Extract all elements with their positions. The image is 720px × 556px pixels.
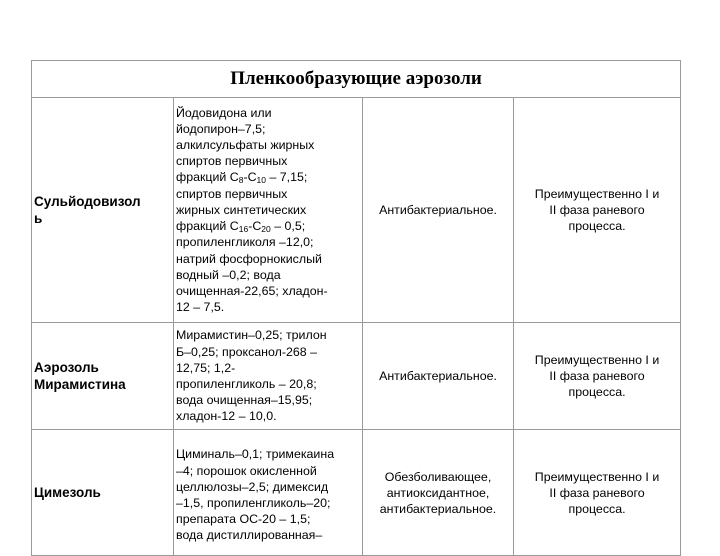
composition-line: целлюлозы–2,5; димексид	[176, 479, 329, 494]
product-name-cell	[32, 430, 174, 556]
phase-cell	[514, 430, 681, 556]
composition-line: –1,5, пропиленгликоль–20;	[176, 496, 331, 510]
phase-line: II фаза раневого	[549, 485, 645, 500]
table-row	[32, 323, 681, 430]
formula-text: фракций C	[176, 170, 239, 185]
effect-line: Антибактериальное.	[379, 203, 497, 217]
composition-line: водный –0,2; вода	[176, 267, 281, 282]
product-name-line: Цимезоль	[34, 485, 101, 500]
product-name-line: Мирамистина	[34, 377, 126, 392]
formula-subscript: 10	[256, 175, 267, 186]
formula-text: фракций C	[176, 219, 239, 234]
product-name-line: ь	[34, 211, 43, 226]
composition-line: Йодовидона или	[176, 105, 272, 120]
effect-line: антибактериальное.	[379, 501, 497, 516]
composition-line: спиртов первичных	[176, 186, 288, 201]
composition-line: натрий фосфорнокислый	[176, 251, 322, 266]
formula-subscript: 8	[238, 175, 244, 186]
effect-line: Обезболивающее,	[384, 469, 492, 484]
composition-line: препарата ОС-20 – 1,5;	[176, 512, 311, 527]
composition-line: хладон-12 – 10,0.	[176, 409, 277, 424]
composition-line: жирных синтетических	[176, 202, 307, 217]
product-name-cell	[32, 323, 174, 430]
effect-cell	[363, 430, 514, 556]
composition-cell	[174, 98, 363, 323]
composition-line: Б–0,25; проксанол-268 –	[176, 344, 317, 359]
composition-line-formula	[176, 218, 360, 234]
composition-line: алкилсульфаты жирных	[176, 138, 315, 153]
phase-line: Преимущественно I и	[534, 187, 660, 201]
composition-line: спиртов первичных	[176, 154, 288, 169]
effect-cell	[363, 98, 514, 323]
effect-line: антиоксидантное,	[386, 485, 490, 500]
product-name-line: Сульйодовизол	[34, 194, 141, 209]
composition-line-formula	[176, 169, 360, 185]
composition-line: пропиленгликоль – 20,8;	[176, 377, 317, 391]
product-name-cell	[32, 98, 174, 323]
composition-line: йодопирон–7,5;	[176, 121, 266, 136]
phase-line: процесса.	[568, 385, 626, 399]
phase-cell	[514, 323, 681, 430]
composition-line: очищенная-22,65; хладон-	[176, 283, 328, 298]
formula-subscript: 20	[261, 224, 271, 235]
composition-line: пропиленгликоля –12,0;	[176, 235, 314, 250]
phase-line: процесса.	[568, 219, 626, 233]
composition-cell	[174, 430, 363, 556]
composition-line: вода очищенная–15,95;	[176, 393, 313, 408]
composition-cell	[174, 323, 363, 430]
formula-text: – 7,15;	[266, 170, 308, 185]
table-row	[32, 98, 681, 323]
composition-line: 12,75; 1,2-	[176, 360, 236, 375]
composition-line: –4; порошок окисленной	[176, 463, 317, 478]
composition-line: Циминаль–0,1; тримекаина	[176, 447, 335, 462]
phase-line: Преимущественно I и	[534, 469, 660, 484]
aerosol-table	[31, 60, 681, 556]
table-title: Пленкообразующие аэрозоли	[32, 61, 681, 98]
effect-cell	[363, 323, 514, 430]
composition-line: 12 – 7,5.	[176, 300, 225, 315]
product-name-line: Аэрозоль	[34, 360, 99, 375]
composition-line: вода дистиллированная–	[176, 528, 323, 543]
table-row	[32, 430, 681, 556]
formula-text: -C	[248, 219, 262, 234]
phase-line: Преимущественно I и	[534, 353, 660, 367]
formula-text: -C	[243, 170, 257, 185]
formula-subscript: 16	[238, 224, 249, 235]
phase-line: II фаза раневого	[549, 369, 645, 383]
composition-line: Мирамистин–0,25; трилон	[176, 328, 327, 343]
phase-line: II фаза раневого	[549, 203, 645, 217]
phase-line: процесса.	[568, 501, 626, 516]
effect-line: Антибактериальное.	[379, 369, 497, 383]
phase-cell	[514, 98, 681, 323]
formula-text: – 0,5;	[270, 219, 306, 234]
